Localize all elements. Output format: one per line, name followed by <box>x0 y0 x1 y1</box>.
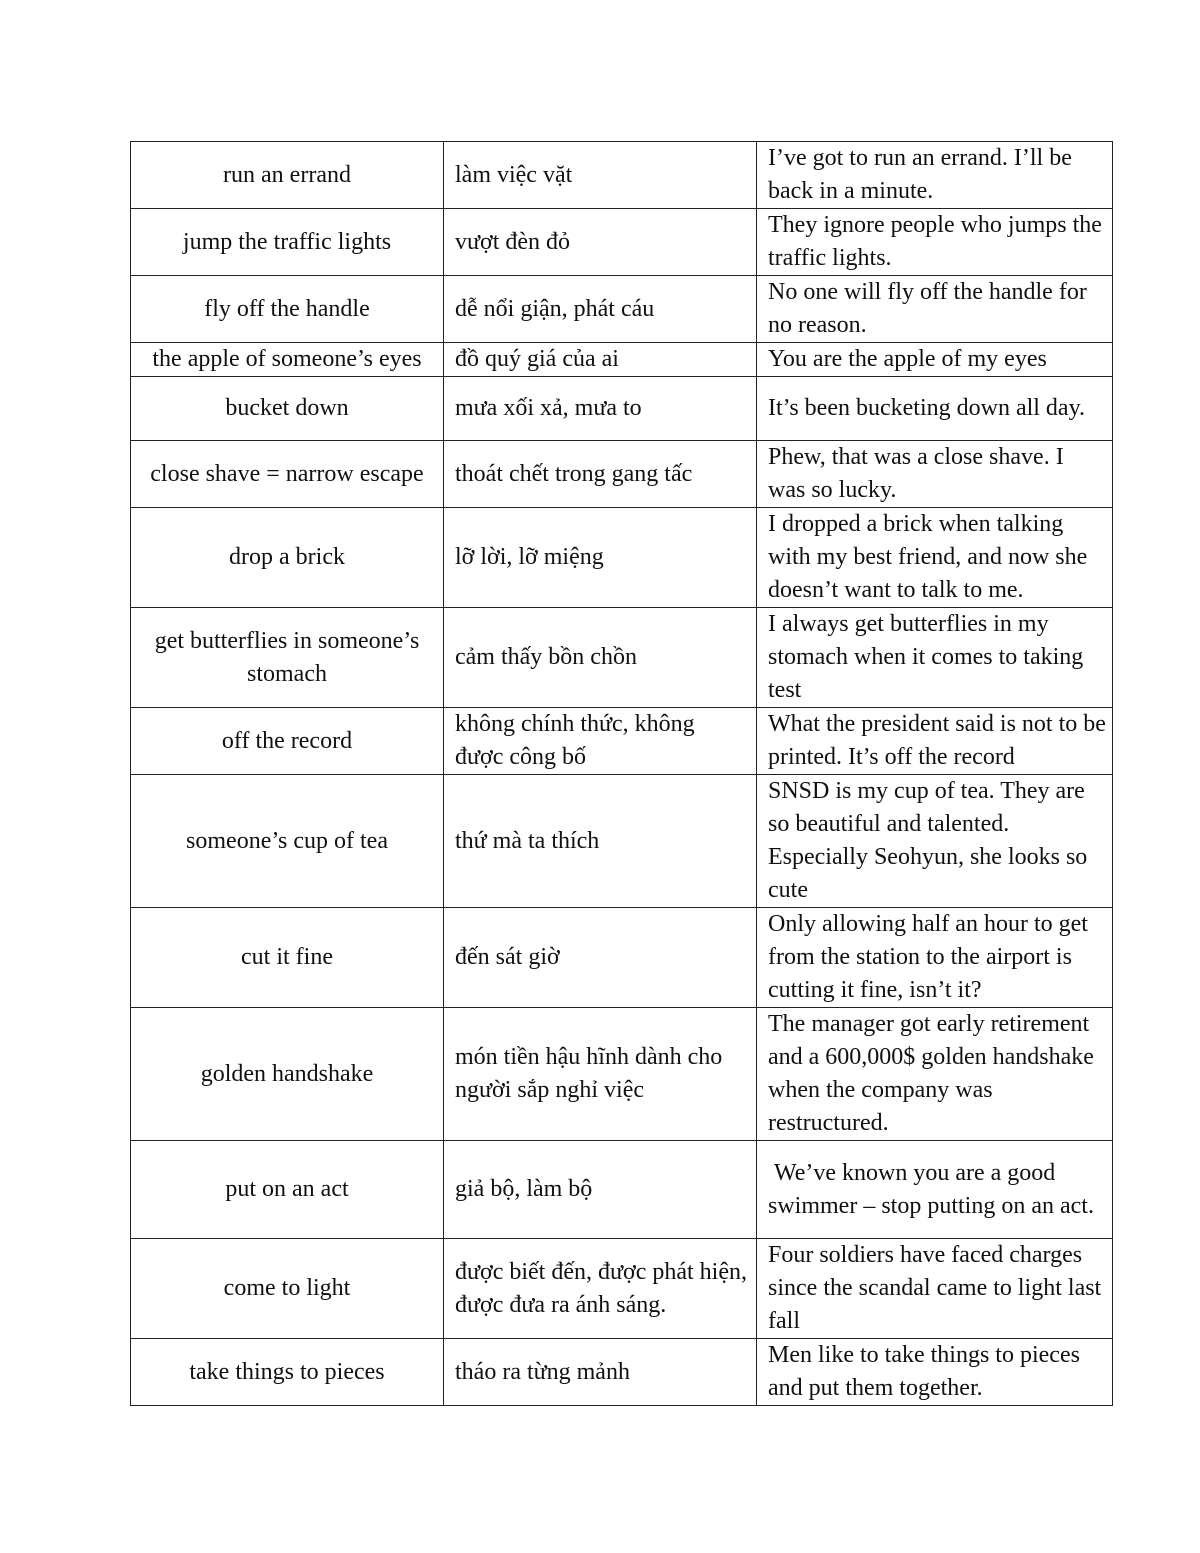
example-text: I’ve got to run an errand. I’ll be back in a minute. <box>768 145 1072 204</box>
idiom-cell: take things to pieces <box>131 1339 444 1406</box>
idiom-cell: put on an act <box>131 1141 444 1239</box>
table-row <box>131 1239 1113 1339</box>
meaning-cell: tháo ra từng mảnh <box>444 1339 757 1406</box>
example-cell <box>757 1339 1113 1406</box>
example-text: I always get butterflies in my stomach when it comes to taking test <box>768 611 1084 703</box>
table-row <box>131 708 1113 775</box>
table-row <box>131 1008 1113 1141</box>
idiom-cell: off the record <box>131 708 444 775</box>
example-cell <box>757 508 1113 608</box>
example-cell <box>757 1008 1113 1141</box>
example-cell <box>757 377 1113 441</box>
meaning-cell: lỡ lời, lỡ miệng <box>444 508 757 608</box>
example-text: Phew, that was a close shave. I was so lucky. <box>768 444 1064 503</box>
example-text: No one will fly off the handle for no reason. <box>768 279 1087 338</box>
example-text: I dropped a brick when talking with my best friend, and now she doesn’t want to talk to me. <box>768 511 1088 603</box>
meaning-cell: thoát chết trong gang tấc <box>444 441 757 508</box>
table-row <box>131 209 1113 276</box>
table-row <box>131 377 1113 441</box>
meaning-cell: vượt đèn đỏ <box>444 209 757 276</box>
example-cell <box>757 708 1113 775</box>
idiom-cell: golden handshake <box>131 1008 444 1141</box>
example-text: SNSD is my cup of tea. They are so beautiful and talented. Especially Seohyun, she looks so cute <box>768 778 1088 903</box>
idiom-cell: run an errand <box>131 142 444 209</box>
example-cell <box>757 209 1113 276</box>
example-cell <box>757 1239 1113 1339</box>
meaning-cell: được biết đến, được phát hiện, được đưa ra ánh sáng. <box>444 1239 757 1339</box>
meaning-cell: dễ nổi giận, phát cáu <box>444 276 757 343</box>
meaning-cell: món tiền hậu hĩnh dành cho người sắp nghỉ việc <box>444 1008 757 1141</box>
idiom-cell: someone’s cup of tea <box>131 775 444 908</box>
idiom-cell: fly off the handle <box>131 276 444 343</box>
example-text: It’s been bucketing down all day. <box>768 395 1086 421</box>
table-row <box>131 1339 1113 1406</box>
idiom-cell: close shave = narrow escape <box>131 441 444 508</box>
meaning-cell: giả bộ, làm bộ <box>444 1141 757 1239</box>
table-row <box>131 908 1113 1008</box>
example-cell <box>757 142 1113 209</box>
table-row <box>131 775 1113 908</box>
table-row <box>131 441 1113 508</box>
table-row <box>131 1141 1113 1239</box>
idiom-table <box>130 141 1113 1406</box>
example-text: Only allowing half an hour to get from the station to the airport is cutting it fine, isn’t it? <box>768 911 1088 1003</box>
example-cell <box>757 608 1113 708</box>
meaning-cell: đồ quý giá của ai <box>444 343 757 377</box>
example-text: The manager got early retirement and a 600,000$ golden handshake when the company was restructured. <box>768 1011 1094 1136</box>
idiom-cell: the apple of someone’s eyes <box>131 343 444 377</box>
idiom-cell: get butterflies in someone’s stomach <box>131 608 444 708</box>
meaning-cell: không chính thức, không được công bố <box>444 708 757 775</box>
meaning-cell: làm việc vặt <box>444 142 757 209</box>
example-text: Men like to take things to pieces and put them together. <box>768 1342 1080 1401</box>
example-cell <box>757 276 1113 343</box>
table-row <box>131 608 1113 708</box>
example-cell <box>757 908 1113 1008</box>
table-row <box>131 343 1113 377</box>
example-text: You are the apple of my eyes <box>768 346 1047 372</box>
table-row <box>131 142 1113 209</box>
example-cell <box>757 441 1113 508</box>
table-row <box>131 276 1113 343</box>
meaning-cell: đến sát giờ <box>444 908 757 1008</box>
idiom-cell: jump the traffic lights <box>131 209 444 276</box>
example-cell <box>757 343 1113 377</box>
table-row <box>131 508 1113 608</box>
meaning-cell: cảm thấy bồn chồn <box>444 608 757 708</box>
meaning-cell: mưa xối xả, mưa to <box>444 377 757 441</box>
example-cell <box>757 775 1113 908</box>
idiom-cell: bucket down <box>131 377 444 441</box>
example-text: We’ve known you are a good swimmer – stop putting on an act. <box>768 1159 1094 1219</box>
idiom-cell: cut it fine <box>131 908 444 1008</box>
meaning-cell: thứ mà ta thích <box>444 775 757 908</box>
example-text: What the president said is not to be printed. It’s off the record <box>768 711 1106 770</box>
idiom-cell: come to light <box>131 1239 444 1339</box>
idiom-cell: drop a brick <box>131 508 444 608</box>
example-text: Four soldiers have faced charges since the scandal came to light last fall <box>768 1242 1102 1334</box>
example-text: They ignore people who jumps the traffic lights. <box>768 212 1102 271</box>
example-cell <box>757 1141 1113 1239</box>
